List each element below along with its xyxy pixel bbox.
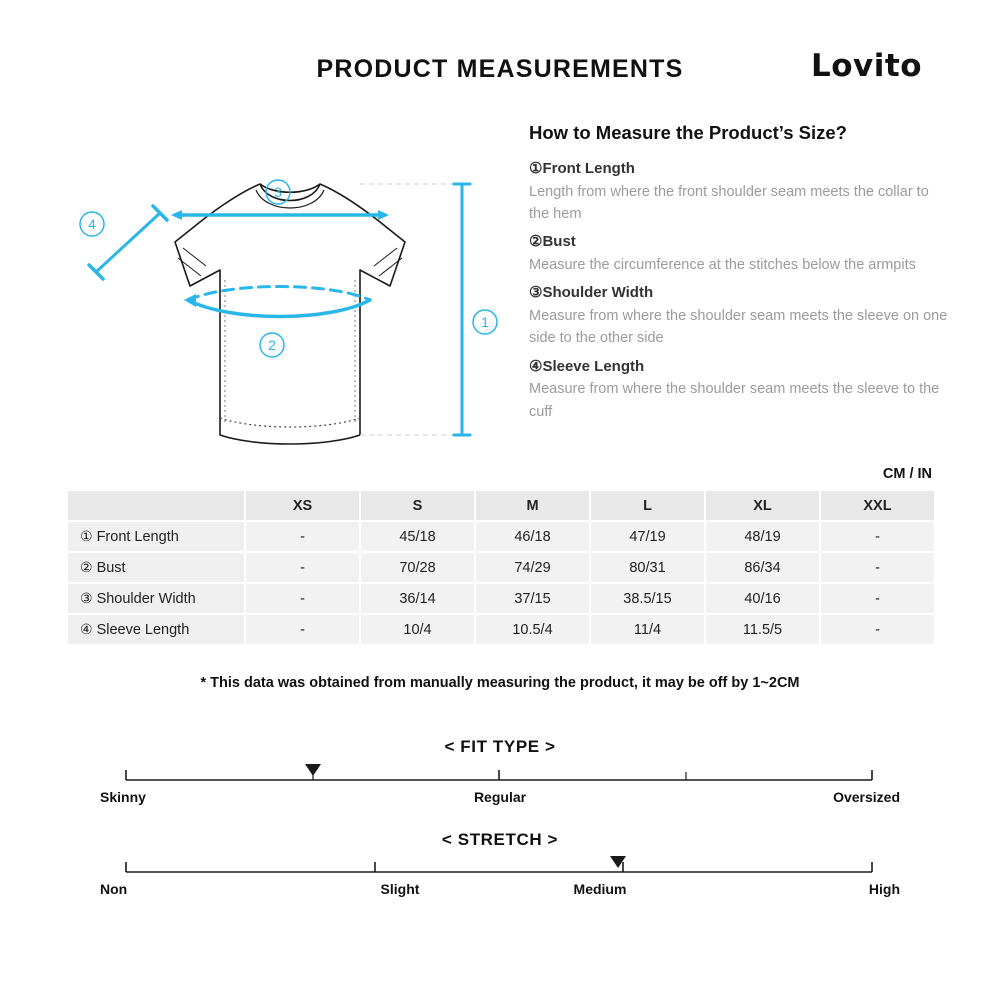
table-col-l: L [590,490,705,521]
row-header-bust [67,552,245,583]
row-label: Front Length [96,529,179,545]
cell-shoulder-width-xs: - [245,583,360,614]
callout-front-length: 1 [481,314,489,330]
stretch-scale [0,852,1000,884]
row-header-sleeve-length [67,614,245,645]
cell-bust-xs: - [245,552,360,583]
measure-desc-shoulder-width: Measure from where the shoulder seam meets the sleeve on one side to the other side [529,307,948,347]
row-label: Shoulder Width [96,591,196,607]
fit-label-skinny: Skinny [100,789,146,805]
cell-front-length-s: 45/18 [360,521,475,552]
cell-front-length-m: 46/18 [475,521,590,552]
table-row [67,521,935,552]
stretch-label-high: High [868,881,900,897]
table-col-xxl: XXL [820,490,935,521]
stretch-label-medium: Medium [573,881,627,897]
measure-desc-front-length: Length from where the front shoulder seam meets the collar to the hem [529,183,929,222]
measure-item-sleeve-length [529,356,949,423]
cell-bust-xxl: - [820,552,935,583]
unit-label: CM / IN [882,466,932,482]
cell-sleeve-length-s: 10/4 [360,614,475,645]
table-row [67,583,935,614]
cell-sleeve-length-m: 10.5/4 [475,614,590,645]
page-title: PRODUCT MEASUREMENTS [316,55,684,83]
how-to-measure-panel [529,122,949,429]
row-marker-icon: ④ [80,621,93,637]
callout-sleeve-length: 4 [88,216,96,232]
fit-type-title: < FIT TYPE > [444,737,556,756]
cell-sleeve-length-l: 11/4 [590,614,705,645]
table-col-xs: XS [245,490,360,521]
cell-shoulder-width-m: 37/15 [475,583,590,614]
cell-front-length-l: 47/19 [590,521,705,552]
measure-item-front-length [529,158,949,225]
callout-shoulder-width: 3 [274,184,282,200]
row-header-shoulder-width [67,583,245,614]
fit-type-labels [100,789,900,805]
cell-shoulder-width-xxl: - [820,583,935,614]
cell-shoulder-width-l: 38.5/15 [590,583,705,614]
measure-item-bust [529,231,949,276]
stretch-label-non: Non [100,881,128,897]
table-row [67,552,935,583]
measure-label-bust: ②Bust [529,233,576,251]
cell-bust-l: 80/31 [590,552,705,583]
tshirt-diagram-svg [60,150,520,470]
cell-shoulder-width-s: 36/14 [360,583,475,614]
row-label: Bust [96,560,126,576]
table-col-xl: XL [705,490,820,521]
cell-bust-s: 70/28 [360,552,475,583]
cell-sleeve-length-xl: 11.5/5 [705,614,820,645]
cell-shoulder-width-xl: 40/16 [705,583,820,614]
table-col-m: M [475,490,590,521]
measure-item-shoulder-width [529,282,949,349]
stretch-title: < STRETCH > [441,830,559,849]
stretch-label-slight: Slight [380,881,420,897]
cell-front-length-xs: - [245,521,360,552]
garment-diagram [60,150,520,470]
table-col-s: S [360,490,475,521]
row-marker-icon: ② [80,559,93,575]
cell-bust-xl: 86/34 [705,552,820,583]
callout-bust: 2 [268,337,276,353]
measure-desc-bust: Measure the circumference at the stitches below the armpits [529,256,916,273]
row-label: Sleeve Length [96,622,190,638]
cell-front-length-xxl: - [820,521,935,552]
cell-sleeve-length-xxl: - [820,614,935,645]
measure-desc-sleeve-length: Measure from where the shoulder seam meets the sleeve to the cuff [529,381,940,420]
table-corner-cell [67,490,245,521]
measure-label-front-length: ①Front Length [529,160,635,177]
table-header-row [67,490,935,521]
fit-label-oversized: Oversized [833,789,901,805]
table-row [67,614,935,645]
measure-label-sleeve-length: ④Sleeve Length [529,357,645,375]
size-chart-table [66,489,936,646]
cell-bust-m: 74/29 [475,552,590,583]
row-marker-icon: ③ [80,590,93,606]
cell-sleeve-length-xs: - [245,614,360,645]
fit-type-scale [0,760,1000,792]
measurement-note: * This data was obtained from manually measuring the product, it may be off by 1~2CM [200,675,800,691]
brand-logo: Lovito [810,48,922,84]
fit-type-marker [305,764,321,776]
row-header-front-length [67,521,245,552]
how-to-measure-heading: How to Measure the Product’s Size? [529,122,847,143]
stretch-labels [100,881,900,897]
row-marker-icon: ① [80,528,93,544]
cell-front-length-xl: 48/19 [705,521,820,552]
fit-label-regular: Regular [473,789,527,805]
measure-label-shoulder-width: ③Shoulder Width [529,284,654,302]
